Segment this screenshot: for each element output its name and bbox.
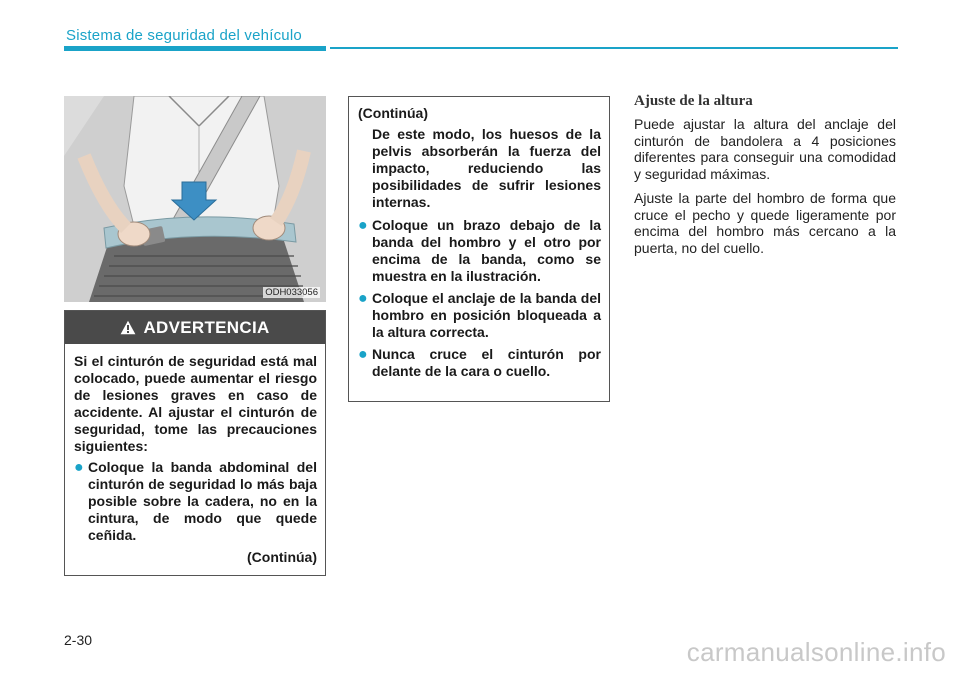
header-rule-thin — [330, 47, 898, 49]
warning-intro: Si el cinturón de seguridad está mal colocado, puede aumentar el riesgo de lesiones graves en caso de accidente. Al ajustar el cinturón de seguridad, tome las precauciones siguientes: — [74, 353, 317, 454]
section-header-title: Sistema de seguridad del vehículo — [66, 27, 302, 44]
figure-code: ODH033056 — [265, 287, 318, 298]
continued-paragraph: De este modo, los huesos de la pelvis absorberán la fuerza del impacto, reduciendo las posibilidades de sufrir lesiones internas. — [372, 126, 601, 210]
warning-title: ADVERTENCIA — [143, 317, 270, 337]
seatbelt-illustration — [64, 96, 326, 302]
warning-box — [64, 310, 326, 576]
continued-warning-box — [348, 96, 610, 402]
section-body — [634, 116, 896, 264]
warning-bullet-item: ● Coloque la banda abdominal del cinturón de seguridad lo más baja posible sobre la cadera, no en la cintura, de modo que quede ceñida. — [74, 459, 317, 543]
bullet-dot-icon: ● — [358, 217, 368, 234]
warning-continued-label: (Continúa) — [247, 549, 317, 565]
bullet-dot-icon: ● — [358, 290, 368, 307]
warning-header — [65, 311, 325, 344]
section-title: Ajuste de la altura — [634, 93, 753, 109]
continued-bullet-item: ● Coloque un brazo debajo de la banda del hombro y el otro por encima de la banda, como se muestra en la ilustración. — [358, 217, 601, 284]
continued-bullet-list — [358, 217, 601, 380]
continued-bullet-item: ● Nunca cruce el cinturón por delante de la cara o cuello. — [358, 346, 601, 379]
continued-bullet-item: ● Coloque el anclaje de la banda del hombro en posición bloqueada a la altura correcta. — [358, 290, 601, 340]
warning-triangle-icon — [120, 320, 136, 335]
warning-bullet-list — [74, 459, 317, 544]
continued-heading: (Continúa) — [358, 105, 428, 121]
warning-body — [65, 344, 325, 566]
header-rule-thick — [64, 46, 326, 51]
page-number: 2-30 — [64, 632, 93, 648]
bullet-dot-icon: ● — [358, 346, 368, 363]
section-paragraph: Ajuste la parte del hombro de forma que cruce el pecho y quede ligeramente por encima del hombro más cercano a la puerta, no del cuello. — [634, 190, 896, 256]
bullet-dot-icon: ● — [74, 459, 84, 476]
watermark: carmanualsonline.info — [686, 637, 946, 667]
section-paragraph: Puede ajustar la altura del anclaje del cinturón de bandolera a 4 posiciones diferentes para conseguir una comodidad y seguridad máximas. — [634, 116, 896, 182]
seatbelt-illustration-drawing — [64, 96, 326, 302]
